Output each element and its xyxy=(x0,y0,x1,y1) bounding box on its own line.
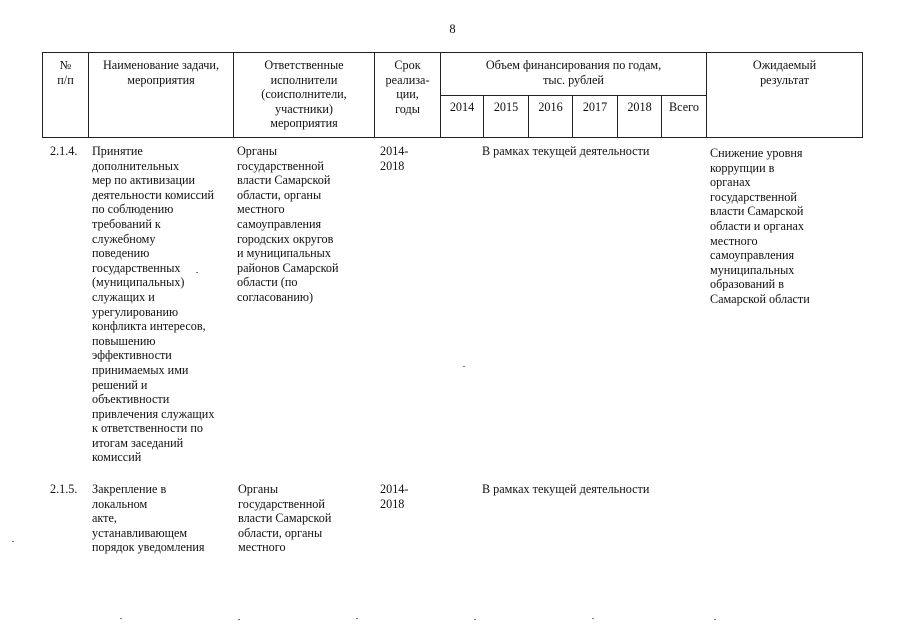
row-1-term: 2014- 2018 xyxy=(380,144,409,173)
row-1-executors: Органы государственной власти Самарской области, органы местного самоуправления городских округов и муниципальных районов Самарской области (по согласованию) xyxy=(237,144,339,304)
header-year-2015: 2015 xyxy=(493,100,519,114)
header-year-2017: 2017 xyxy=(582,100,608,114)
row-1-task: Принятие дополнительных мер по активизации деятельности комиссий по соблюдению требований к служебному поведению государственных (муниципальных) служащих и урегулированию конфликта интересов, повышению эффективности принимаемых ими решений и объективности привлечения служащих к ответственности по итогам заседаний комиссий xyxy=(92,144,215,465)
row-1-num: 2.1.4. xyxy=(50,144,78,158)
scan-speck xyxy=(12,541,14,542)
header-executors: Ответственные исполнители (соисполнители, участники) мероприятия xyxy=(261,58,347,131)
header-year-2016: 2016 xyxy=(538,100,563,114)
header-term: Срок реализа- ции, годы xyxy=(385,58,430,116)
row-2-executors: Органы государственной власти Самарской области, органы местного xyxy=(238,482,332,555)
header-result: Ожидаемый результат xyxy=(752,58,817,87)
scan-speck xyxy=(714,619,716,620)
scan-speck xyxy=(474,619,476,620)
row-1-result: Снижение уровня коррупции в органах государственной власти Самарской области и органах местного самоуправления муниципальных образований в Самарской области xyxy=(710,146,810,306)
header-funding: Объем финансирования по годам, тыс. рублей xyxy=(485,58,662,87)
page-number: 8 xyxy=(449,22,456,36)
scan-speck xyxy=(356,618,358,619)
scan-speck xyxy=(592,618,594,619)
scan-speck xyxy=(196,272,198,273)
scan-speck xyxy=(120,618,122,619)
scan-speck xyxy=(238,619,240,620)
row-2-term: 2014- 2018 xyxy=(380,482,409,511)
row-2-funding: В рамках текущей деятельности xyxy=(482,482,650,496)
row-1-funding: В рамках текущей деятельности xyxy=(482,144,650,158)
header-num: № п/п xyxy=(57,58,74,87)
header-year-2014: 2014 xyxy=(449,100,475,114)
row-2-num: 2.1.5. xyxy=(50,482,78,496)
header-total: Всего xyxy=(669,100,699,114)
row-2-task: Закрепление в локальном акте, устанавливающем порядок уведомления xyxy=(92,482,205,555)
scan-speck xyxy=(463,366,465,367)
header-year-2018: 2018 xyxy=(627,100,652,114)
header-task: Наименование задачи, мероприятия xyxy=(102,58,220,87)
